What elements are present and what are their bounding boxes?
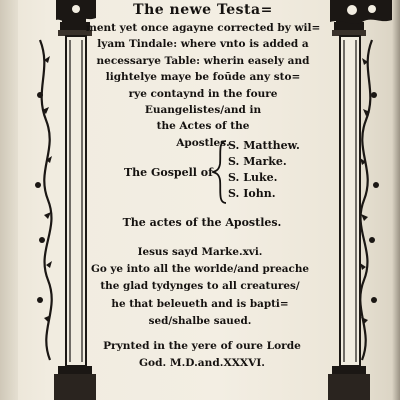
title-block: [84, 0, 322, 151]
gospel-list: [120, 138, 320, 208]
gospel-name: S. Marke.: [228, 155, 287, 168]
gospel-names: [228, 138, 300, 202]
right-column-ornament: [328, 0, 379, 400]
quote-line: he that beleueth and is bapti=: [111, 297, 289, 310]
title-line: lyam Tindale: where vnto is added a: [97, 38, 309, 51]
imprint-line: Prynted in the yere of oure Lorde: [103, 340, 301, 352]
title-line: rye contaynd in the foure: [128, 87, 278, 100]
title-line: Apostles.: [176, 136, 230, 149]
title-line: The newe Testa=: [133, 2, 273, 18]
imprint: [84, 338, 320, 372]
page-edge-shadow: [392, 0, 400, 400]
quote-line: the glad tydynges to all creatures/: [100, 280, 300, 293]
gospel-label: The Gospell of: [124, 166, 213, 179]
title-line: Euangelistes/and in: [144, 104, 262, 117]
title-line: ment yet once agayne corrected by wil=: [85, 22, 321, 34]
acts-line: The actes of the Apostles.: [122, 216, 282, 229]
gospel-name: S. Iohn.: [228, 187, 276, 200]
quote-line: sed/shalbe saued.: [148, 314, 252, 327]
quote-line: Iesus sayd Marke.xvi.: [137, 246, 263, 258]
gospel-name: S. Matthew.: [228, 139, 300, 152]
scripture-quote: [74, 244, 326, 330]
imprint-line: God. M.D.and.XXXVI.: [139, 357, 265, 369]
title-line: the Actes of the: [156, 120, 250, 133]
gospel-name: S. Luke.: [228, 171, 278, 184]
quote-line: Go ye into all the worlde/and preache: [90, 263, 310, 276]
title-line: necessarye Table: wherin easely and: [96, 54, 310, 67]
top-right-figure-ornament: [330, 0, 392, 24]
title-line: lightelye maye be foūde any sto=: [105, 71, 301, 84]
